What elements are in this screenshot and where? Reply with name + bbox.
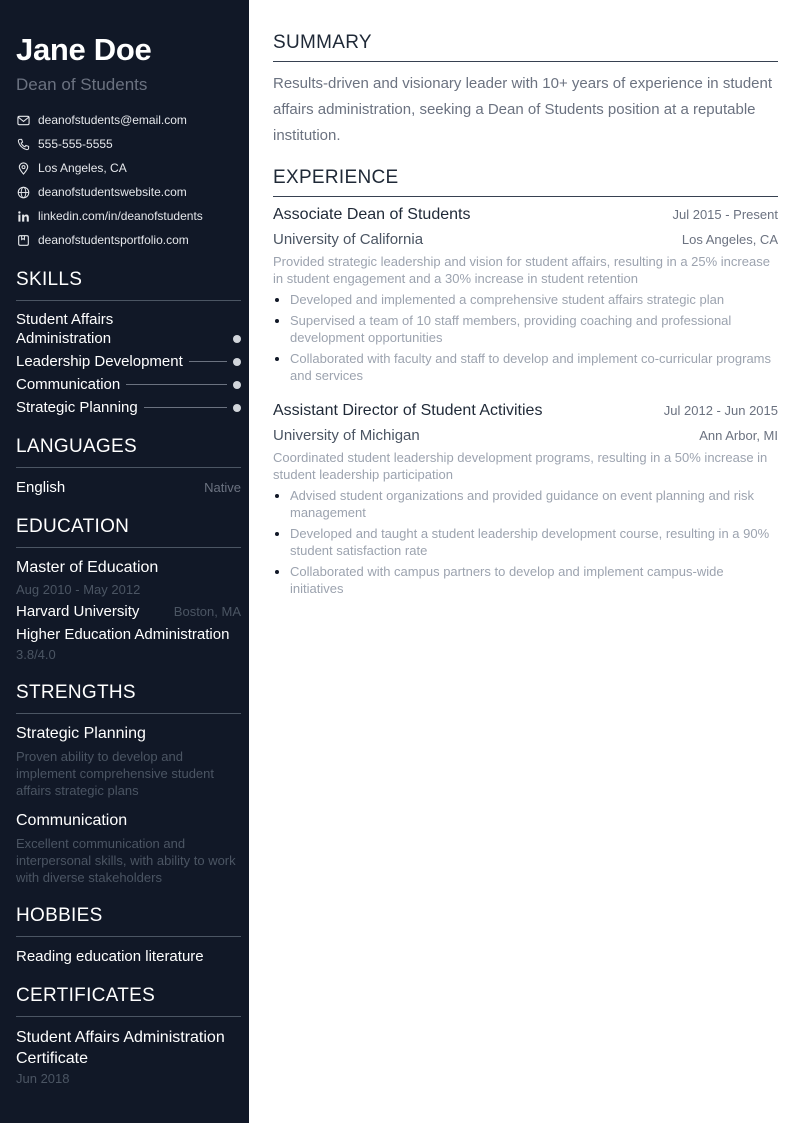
bullet-dot-icon xyxy=(275,357,279,361)
linkedin-icon xyxy=(16,209,30,223)
job-bullet-text: Collaborated with faculty and staff to develop and implement co-curricular programs and services xyxy=(290,351,771,383)
education-heading: EDUCATION xyxy=(16,515,241,548)
job-bullet xyxy=(273,487,778,521)
contact-phone-text: 555-555-5555 xyxy=(38,137,113,151)
education-school-row xyxy=(16,602,241,621)
bullet-dot-icon xyxy=(275,319,279,323)
job-description: Provided strategic leadership and vision for student affairs, resulting in a 25% increase in student engagement and a 30% increase in student retention xyxy=(273,254,770,286)
language-item xyxy=(16,478,241,497)
contact-website-text: deanofstudentswebsite.com xyxy=(38,185,187,199)
experience-section xyxy=(273,167,778,597)
job-company: University of California xyxy=(273,231,424,248)
job-bullet xyxy=(273,563,778,597)
contact-website[interactable] xyxy=(16,180,241,204)
education-gpa: 3.8/4.0 xyxy=(16,647,56,662)
envelope-icon xyxy=(16,113,30,127)
main-content xyxy=(249,0,794,1123)
job-bullet-text: Developed and implemented a comprehensive student affairs strategic plan xyxy=(290,292,725,307)
certificate-date: Jun 2018 xyxy=(16,1071,70,1086)
job-location: Los Angeles, CA xyxy=(681,232,778,247)
bullet-dot-icon xyxy=(275,570,279,574)
job-company: University of Michigan xyxy=(273,427,420,444)
skill-name: Communication xyxy=(16,376,121,393)
job-title: Assistant Director of Student Activities xyxy=(273,402,543,419)
contact-linkedin-text: linkedin.com/in/deanofstudents xyxy=(38,209,203,223)
summary-text: Results-driven and visionary leader with 10+ years of experience in student affairs administration, seeking a Dean of Students position at a reputable institution. xyxy=(273,75,773,144)
job-bullet-text: Developed and taught a student leadership development course, resulting in a 90% student satisfaction rate xyxy=(290,526,770,558)
strength-description: Proven ability to develop and implement comprehensive student affairs strategic plans xyxy=(16,749,214,798)
skills-heading: SKILLS xyxy=(16,268,241,301)
candidate-name: Jane Doe xyxy=(16,32,152,67)
portfolio-icon xyxy=(16,233,30,247)
job-bullet xyxy=(273,312,778,346)
education-degree: Master of Education xyxy=(16,559,159,576)
contact-location-text: Los Angeles, CA xyxy=(38,161,127,175)
job-bullet xyxy=(273,350,778,384)
summary-section xyxy=(273,32,778,149)
skill-item xyxy=(16,375,241,394)
skill-leader-line xyxy=(126,384,227,385)
job-bullet xyxy=(273,525,778,559)
languages-heading: LANGUAGES xyxy=(16,435,241,468)
skills-section xyxy=(16,268,241,417)
contact-email-text: deanofstudents@email.com xyxy=(38,113,187,127)
strength-item xyxy=(16,811,241,886)
phone-icon xyxy=(16,137,30,151)
certificate-title: Student Affairs Administration Certificate xyxy=(16,1029,225,1067)
globe-icon xyxy=(16,185,30,199)
job-bullets xyxy=(273,291,778,384)
contact-location xyxy=(16,156,241,180)
education-dates: Aug 2010 - May 2012 xyxy=(16,582,141,597)
language-name: English xyxy=(16,479,66,496)
education-school: Harvard University xyxy=(16,603,140,620)
contact-list xyxy=(16,108,241,252)
skill-level-dot xyxy=(233,404,241,412)
job-dates: Jul 2012 - Jun 2015 xyxy=(663,403,778,418)
contact-portfolio-text: deanofstudentsportfolio.com xyxy=(38,233,189,247)
contact-phone[interactable] xyxy=(16,132,241,156)
hobbies-heading: HOBBIES xyxy=(16,904,241,937)
job-subheader xyxy=(273,230,778,249)
job-bullet-text: Advised student organizations and provided guidance on event planning and risk management xyxy=(290,488,754,520)
job-entry xyxy=(273,205,778,384)
job-entry xyxy=(273,401,778,597)
candidate-role: Dean of Students xyxy=(16,75,148,94)
skill-item xyxy=(16,398,241,417)
bullet-dot-icon xyxy=(275,494,279,498)
skill-leader-line xyxy=(144,407,227,408)
bullet-dot-icon xyxy=(275,298,279,302)
certificates-section xyxy=(16,984,241,1086)
skill-level-dot xyxy=(233,335,241,343)
education-field: Higher Education Administration xyxy=(16,626,230,643)
strength-title: Communication xyxy=(16,812,128,829)
languages-section xyxy=(16,435,241,497)
contact-portfolio[interactable] xyxy=(16,228,241,252)
skill-level-dot xyxy=(233,381,241,389)
strength-item xyxy=(16,724,241,799)
location-pin-icon xyxy=(16,161,30,175)
education-location: Boston, MA xyxy=(173,604,241,619)
language-level: Native xyxy=(204,480,241,495)
summary-heading: SUMMARY xyxy=(273,32,778,62)
skill-item xyxy=(16,310,241,348)
contact-linkedin[interactable] xyxy=(16,204,241,228)
skill-leader-line xyxy=(189,361,227,362)
job-bullet-text: Supervised a team of 10 staff members, providing coaching and professional development opportunities xyxy=(290,313,732,345)
certificates-heading: CERTIFICATES xyxy=(16,984,241,1017)
strengths-heading: STRENGTHS xyxy=(16,681,241,714)
skill-name: Leadership Development xyxy=(16,353,183,370)
strength-title: Strategic Planning xyxy=(16,725,146,742)
sidebar xyxy=(0,0,249,1123)
skill-name: Strategic Planning xyxy=(16,399,138,416)
job-header xyxy=(273,401,778,421)
experience-heading: EXPERIENCE xyxy=(273,167,778,197)
job-location: Ann Arbor, MI xyxy=(699,428,778,443)
contact-email[interactable] xyxy=(16,108,241,132)
job-bullet xyxy=(273,291,778,308)
job-bullets xyxy=(273,487,778,597)
strengths-section xyxy=(16,681,241,886)
hobby-item: Reading education literature xyxy=(16,948,204,965)
strength-description: Excellent communication and interpersonal skills, with ability to work with diverse stakeholders xyxy=(16,836,236,885)
job-dates: Jul 2015 - Present xyxy=(672,207,778,222)
job-bullet-text: Collaborated with campus partners to develop and implement campus-wide initiatives xyxy=(290,564,724,596)
skill-level-dot xyxy=(233,358,241,366)
bullet-dot-icon xyxy=(275,532,279,536)
hobbies-section xyxy=(16,904,241,966)
job-title: Associate Dean of Students xyxy=(273,206,471,223)
job-subheader xyxy=(273,426,778,445)
skill-item xyxy=(16,352,241,371)
job-description: Coordinated student leadership development programs, resulting in a 50% increase in student leadership participation xyxy=(273,450,768,482)
skills-list xyxy=(16,310,241,417)
skill-name: Student Affairs Administration xyxy=(16,311,114,347)
education-section xyxy=(16,515,241,663)
job-header xyxy=(273,205,778,225)
